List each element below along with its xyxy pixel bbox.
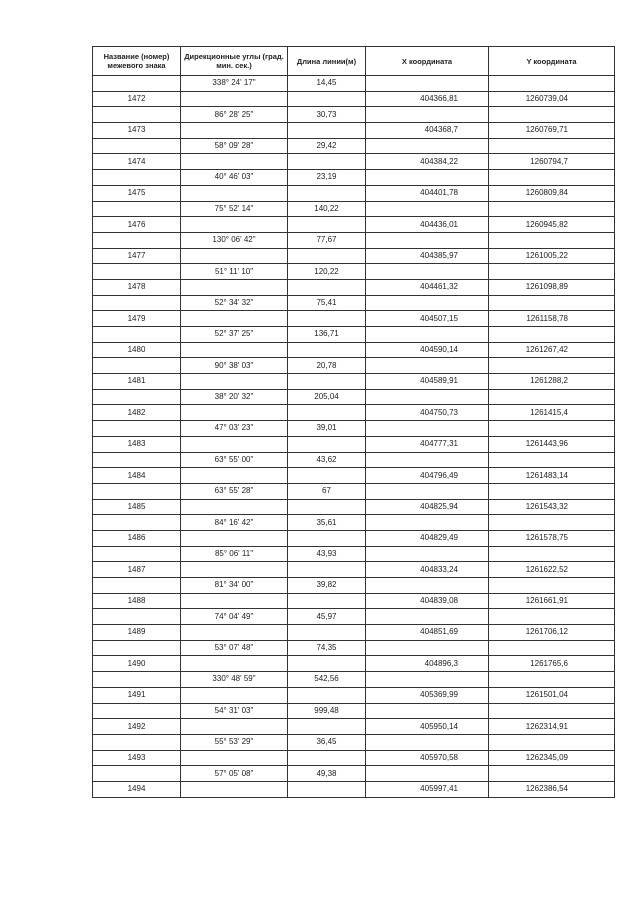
empty-cell bbox=[288, 625, 366, 641]
empty-cell bbox=[288, 311, 366, 327]
empty-cell bbox=[181, 436, 288, 452]
x-coordinate-cell: 404590,14 bbox=[366, 342, 489, 358]
empty-cell bbox=[489, 766, 615, 782]
segment-row bbox=[93, 452, 615, 468]
direction-angle-cell: 130° 06' 42" bbox=[181, 232, 288, 248]
direction-angle-cell: 52° 37' 25" bbox=[181, 327, 288, 343]
point-row bbox=[93, 499, 615, 515]
x-coordinate-cell: 404589,91 bbox=[366, 374, 489, 390]
empty-cell bbox=[489, 515, 615, 531]
point-row bbox=[93, 562, 615, 578]
point-row bbox=[93, 687, 615, 703]
empty-cell bbox=[489, 452, 615, 468]
line-length-cell: 67 bbox=[288, 483, 366, 499]
line-length-cell: 43,93 bbox=[288, 546, 366, 562]
empty-cell bbox=[181, 687, 288, 703]
empty-cell bbox=[181, 374, 288, 390]
direction-angle-cell: 86° 28' 25" bbox=[181, 107, 288, 123]
point-name-cell: 1475 bbox=[93, 185, 181, 201]
segment-row bbox=[93, 76, 615, 92]
empty-cell bbox=[366, 703, 489, 719]
segment-row bbox=[93, 389, 615, 405]
empty-cell bbox=[181, 217, 288, 233]
y-coordinate-cell: 1261267,42 bbox=[489, 342, 615, 358]
empty-cell bbox=[181, 468, 288, 484]
empty-cell bbox=[366, 672, 489, 688]
table-body bbox=[93, 76, 615, 798]
segment-row bbox=[93, 672, 615, 688]
x-coordinate-cell: 404833,24 bbox=[366, 562, 489, 578]
empty-cell bbox=[366, 578, 489, 594]
point-name-cell: 1481 bbox=[93, 374, 181, 390]
empty-cell bbox=[489, 389, 615, 405]
line-length-cell: 23,19 bbox=[288, 170, 366, 186]
empty-cell bbox=[288, 279, 366, 295]
line-length-cell: 140,22 bbox=[288, 201, 366, 217]
header-direction-angle: Дирекционные углы (град. мин. сек.) bbox=[181, 47, 288, 76]
point-name-cell: 1493 bbox=[93, 750, 181, 766]
direction-angle-cell: 90° 38' 03" bbox=[181, 358, 288, 374]
line-length-cell: 20,78 bbox=[288, 358, 366, 374]
empty-cell bbox=[181, 499, 288, 515]
point-name-cell: 1476 bbox=[93, 217, 181, 233]
x-coordinate-cell: 404796,49 bbox=[366, 468, 489, 484]
empty-cell bbox=[366, 107, 489, 123]
direction-angle-cell: 85° 06' 11" bbox=[181, 546, 288, 562]
point-name-cell: 1477 bbox=[93, 248, 181, 264]
x-coordinate-cell: 405369,99 bbox=[366, 687, 489, 703]
x-coordinate-cell: 404366,81 bbox=[366, 91, 489, 107]
segment-row bbox=[93, 264, 615, 280]
empty-cell bbox=[93, 672, 181, 688]
point-row bbox=[93, 719, 615, 735]
direction-angle-cell: 53° 07' 48" bbox=[181, 640, 288, 656]
y-coordinate-cell: 1261288,2 bbox=[489, 374, 615, 390]
empty-cell bbox=[93, 640, 181, 656]
empty-cell bbox=[366, 170, 489, 186]
segment-row bbox=[93, 766, 615, 782]
point-row bbox=[93, 781, 615, 797]
y-coordinate-cell: 1261765,6 bbox=[489, 656, 615, 672]
line-length-cell: 77,67 bbox=[288, 232, 366, 248]
point-name-cell: 1491 bbox=[93, 687, 181, 703]
segment-row bbox=[93, 327, 615, 343]
empty-cell bbox=[93, 389, 181, 405]
empty-cell bbox=[181, 123, 288, 139]
empty-cell bbox=[489, 703, 615, 719]
empty-cell bbox=[489, 578, 615, 594]
x-coordinate-cell: 404368,7 bbox=[366, 123, 489, 139]
empty-cell bbox=[181, 562, 288, 578]
x-coordinate-cell: 405997,41 bbox=[366, 781, 489, 797]
direction-angle-cell: 47° 03' 23" bbox=[181, 421, 288, 437]
empty-cell bbox=[93, 327, 181, 343]
empty-cell bbox=[489, 672, 615, 688]
y-coordinate-cell: 1262314,91 bbox=[489, 719, 615, 735]
y-coordinate-cell: 1262386,54 bbox=[489, 781, 615, 797]
point-name-cell: 1488 bbox=[93, 593, 181, 609]
direction-angle-cell: 57° 05' 08" bbox=[181, 766, 288, 782]
line-length-cell: 45,97 bbox=[288, 609, 366, 625]
empty-cell bbox=[366, 327, 489, 343]
line-length-cell: 75,41 bbox=[288, 295, 366, 311]
x-coordinate-cell: 404825,94 bbox=[366, 499, 489, 515]
point-name-cell: 1492 bbox=[93, 719, 181, 735]
line-length-cell: 30,73 bbox=[288, 107, 366, 123]
y-coordinate-cell: 1261622,52 bbox=[489, 562, 615, 578]
empty-cell bbox=[288, 781, 366, 797]
point-row bbox=[93, 123, 615, 139]
empty-cell bbox=[366, 766, 489, 782]
y-coordinate-cell: 1260945,82 bbox=[489, 217, 615, 233]
empty-cell bbox=[288, 185, 366, 201]
direction-angle-cell: 51° 11' 10" bbox=[181, 264, 288, 280]
empty-cell bbox=[366, 640, 489, 656]
empty-cell bbox=[93, 201, 181, 217]
segment-row bbox=[93, 483, 615, 499]
point-row bbox=[93, 154, 615, 170]
segment-row bbox=[93, 703, 615, 719]
empty-cell bbox=[366, 546, 489, 562]
direction-angle-cell: 38° 20' 32" bbox=[181, 389, 288, 405]
x-coordinate-cell: 404401,78 bbox=[366, 185, 489, 201]
empty-cell bbox=[93, 76, 181, 92]
line-length-cell: 36,45 bbox=[288, 734, 366, 750]
x-coordinate-cell: 404829,49 bbox=[366, 530, 489, 546]
y-coordinate-cell: 1261098,89 bbox=[489, 279, 615, 295]
x-coordinate-cell: 404384,22 bbox=[366, 154, 489, 170]
point-name-cell: 1479 bbox=[93, 311, 181, 327]
x-coordinate-cell: 404436,01 bbox=[366, 217, 489, 233]
point-row bbox=[93, 248, 615, 264]
direction-angle-cell: 63° 55' 00" bbox=[181, 452, 288, 468]
line-length-cell: 49,38 bbox=[288, 766, 366, 782]
empty-cell bbox=[489, 170, 615, 186]
point-row bbox=[93, 656, 615, 672]
line-length-cell: 999,48 bbox=[288, 703, 366, 719]
direction-angle-cell: 338° 24' 17" bbox=[181, 76, 288, 92]
empty-cell bbox=[288, 656, 366, 672]
point-name-cell: 1487 bbox=[93, 562, 181, 578]
segment-row bbox=[93, 107, 615, 123]
line-length-cell: 39,82 bbox=[288, 578, 366, 594]
empty-cell bbox=[288, 530, 366, 546]
empty-cell bbox=[93, 452, 181, 468]
empty-cell bbox=[366, 609, 489, 625]
empty-cell bbox=[93, 734, 181, 750]
y-coordinate-cell: 1260769,71 bbox=[489, 123, 615, 139]
x-coordinate-cell: 405970,58 bbox=[366, 750, 489, 766]
empty-cell bbox=[181, 719, 288, 735]
point-row bbox=[93, 342, 615, 358]
empty-cell bbox=[181, 342, 288, 358]
empty-cell bbox=[181, 248, 288, 264]
empty-cell bbox=[489, 264, 615, 280]
empty-cell bbox=[288, 499, 366, 515]
point-name-cell: 1480 bbox=[93, 342, 181, 358]
empty-cell bbox=[93, 609, 181, 625]
empty-cell bbox=[93, 264, 181, 280]
point-row bbox=[93, 468, 615, 484]
empty-cell bbox=[366, 295, 489, 311]
x-coordinate-cell: 404839,08 bbox=[366, 593, 489, 609]
direction-angle-cell: 75° 52' 14" bbox=[181, 201, 288, 217]
segment-row bbox=[93, 578, 615, 594]
empty-cell bbox=[489, 483, 615, 499]
point-name-cell: 1489 bbox=[93, 625, 181, 641]
empty-cell bbox=[366, 358, 489, 374]
point-row bbox=[93, 750, 615, 766]
direction-angle-cell: 330° 48' 59" bbox=[181, 672, 288, 688]
x-coordinate-cell: 404461,32 bbox=[366, 279, 489, 295]
boundary-coordinates-table bbox=[92, 46, 615, 798]
empty-cell bbox=[93, 483, 181, 499]
line-length-cell: 120,22 bbox=[288, 264, 366, 280]
empty-cell bbox=[93, 358, 181, 374]
point-name-cell: 1472 bbox=[93, 91, 181, 107]
x-coordinate-cell: 404896,3 bbox=[366, 656, 489, 672]
empty-cell bbox=[489, 138, 615, 154]
point-name-cell: 1484 bbox=[93, 468, 181, 484]
y-coordinate-cell: 1261415,4 bbox=[489, 405, 615, 421]
line-length-cell: 136,71 bbox=[288, 327, 366, 343]
point-row bbox=[93, 436, 615, 452]
point-name-cell: 1474 bbox=[93, 154, 181, 170]
empty-cell bbox=[93, 170, 181, 186]
empty-cell bbox=[181, 91, 288, 107]
line-length-cell: 542,56 bbox=[288, 672, 366, 688]
line-length-cell: 29,42 bbox=[288, 138, 366, 154]
empty-cell bbox=[366, 452, 489, 468]
empty-cell bbox=[489, 201, 615, 217]
empty-cell bbox=[93, 232, 181, 248]
y-coordinate-cell: 1261706,12 bbox=[489, 625, 615, 641]
y-coordinate-cell: 1261578,75 bbox=[489, 530, 615, 546]
empty-cell bbox=[93, 421, 181, 437]
empty-cell bbox=[489, 232, 615, 248]
line-length-cell: 39,01 bbox=[288, 421, 366, 437]
y-coordinate-cell: 1261661,91 bbox=[489, 593, 615, 609]
empty-cell bbox=[366, 232, 489, 248]
table-header-row bbox=[93, 47, 615, 76]
direction-angle-cell: 84° 16' 42" bbox=[181, 515, 288, 531]
direction-angle-cell: 55° 53' 29" bbox=[181, 734, 288, 750]
empty-cell bbox=[288, 468, 366, 484]
segment-row bbox=[93, 546, 615, 562]
direction-angle-cell: 81° 34' 00" bbox=[181, 578, 288, 594]
empty-cell bbox=[366, 76, 489, 92]
point-row bbox=[93, 625, 615, 641]
empty-cell bbox=[93, 107, 181, 123]
segment-row bbox=[93, 421, 615, 437]
empty-cell bbox=[288, 687, 366, 703]
point-row bbox=[93, 311, 615, 327]
segment-row bbox=[93, 232, 615, 248]
empty-cell bbox=[288, 342, 366, 358]
point-row bbox=[93, 91, 615, 107]
y-coordinate-cell: 1261443,96 bbox=[489, 436, 615, 452]
header-x-coordinate: X координата bbox=[366, 47, 489, 76]
y-coordinate-cell: 1261483,14 bbox=[489, 468, 615, 484]
point-row bbox=[93, 530, 615, 546]
empty-cell bbox=[489, 295, 615, 311]
empty-cell bbox=[366, 389, 489, 405]
y-coordinate-cell: 1261005,22 bbox=[489, 248, 615, 264]
point-name-cell: 1485 bbox=[93, 499, 181, 515]
x-coordinate-cell: 404750,73 bbox=[366, 405, 489, 421]
empty-cell bbox=[366, 734, 489, 750]
point-name-cell: 1494 bbox=[93, 781, 181, 797]
segment-row bbox=[93, 640, 615, 656]
empty-cell bbox=[93, 138, 181, 154]
direction-angle-cell: 40° 46' 03" bbox=[181, 170, 288, 186]
empty-cell bbox=[288, 719, 366, 735]
line-length-cell: 35,61 bbox=[288, 515, 366, 531]
direction-angle-cell: 58° 09' 28" bbox=[181, 138, 288, 154]
point-row bbox=[93, 217, 615, 233]
empty-cell bbox=[288, 593, 366, 609]
header-y-coordinate: Y координата bbox=[489, 47, 615, 76]
empty-cell bbox=[181, 625, 288, 641]
segment-row bbox=[93, 734, 615, 750]
empty-cell bbox=[489, 421, 615, 437]
empty-cell bbox=[489, 640, 615, 656]
point-name-cell: 1473 bbox=[93, 123, 181, 139]
empty-cell bbox=[366, 483, 489, 499]
line-length-cell: 14,45 bbox=[288, 76, 366, 92]
empty-cell bbox=[489, 107, 615, 123]
empty-cell bbox=[181, 530, 288, 546]
empty-cell bbox=[93, 546, 181, 562]
empty-cell bbox=[366, 201, 489, 217]
header-line-length: Длина линии(м) bbox=[288, 47, 366, 76]
point-row bbox=[93, 279, 615, 295]
segment-row bbox=[93, 201, 615, 217]
empty-cell bbox=[93, 295, 181, 311]
x-coordinate-cell: 404851,69 bbox=[366, 625, 489, 641]
empty-cell bbox=[93, 515, 181, 531]
x-coordinate-cell: 404507,15 bbox=[366, 311, 489, 327]
empty-cell bbox=[489, 76, 615, 92]
empty-cell bbox=[288, 123, 366, 139]
point-row bbox=[93, 405, 615, 421]
empty-cell bbox=[181, 405, 288, 421]
empty-cell bbox=[181, 656, 288, 672]
x-coordinate-cell: 404385,97 bbox=[366, 248, 489, 264]
y-coordinate-cell: 1261158,78 bbox=[489, 311, 615, 327]
line-length-cell: 74,35 bbox=[288, 640, 366, 656]
empty-cell bbox=[489, 358, 615, 374]
empty-cell bbox=[288, 405, 366, 421]
y-coordinate-cell: 1260739,04 bbox=[489, 91, 615, 107]
empty-cell bbox=[288, 217, 366, 233]
empty-cell bbox=[366, 515, 489, 531]
point-row bbox=[93, 374, 615, 390]
empty-cell bbox=[288, 436, 366, 452]
empty-cell bbox=[366, 421, 489, 437]
point-row bbox=[93, 185, 615, 201]
segment-row bbox=[93, 609, 615, 625]
direction-angle-cell: 74° 04' 49" bbox=[181, 609, 288, 625]
empty-cell bbox=[93, 703, 181, 719]
empty-cell bbox=[288, 91, 366, 107]
segment-row bbox=[93, 358, 615, 374]
x-coordinate-cell: 404777,31 bbox=[366, 436, 489, 452]
y-coordinate-cell: 1262345,09 bbox=[489, 750, 615, 766]
x-coordinate-cell: 405950,14 bbox=[366, 719, 489, 735]
empty-cell bbox=[288, 248, 366, 264]
empty-cell bbox=[181, 279, 288, 295]
line-length-cell: 205,04 bbox=[288, 389, 366, 405]
empty-cell bbox=[93, 578, 181, 594]
y-coordinate-cell: 1260794,7 bbox=[489, 154, 615, 170]
empty-cell bbox=[181, 781, 288, 797]
segment-row bbox=[93, 295, 615, 311]
empty-cell bbox=[288, 374, 366, 390]
direction-angle-cell: 54° 31' 03" bbox=[181, 703, 288, 719]
segment-row bbox=[93, 138, 615, 154]
empty-cell bbox=[181, 750, 288, 766]
header-point-name: Название (номер) межевого знака bbox=[93, 47, 181, 76]
empty-cell bbox=[489, 327, 615, 343]
line-length-cell: 43,62 bbox=[288, 452, 366, 468]
point-name-cell: 1482 bbox=[93, 405, 181, 421]
empty-cell bbox=[181, 593, 288, 609]
empty-cell bbox=[181, 185, 288, 201]
point-name-cell: 1486 bbox=[93, 530, 181, 546]
empty-cell bbox=[489, 546, 615, 562]
direction-angle-cell: 52° 34' 32" bbox=[181, 295, 288, 311]
y-coordinate-cell: 1261501,04 bbox=[489, 687, 615, 703]
empty-cell bbox=[181, 154, 288, 170]
y-coordinate-cell: 1260809,84 bbox=[489, 185, 615, 201]
empty-cell bbox=[489, 734, 615, 750]
empty-cell bbox=[288, 154, 366, 170]
empty-cell bbox=[288, 562, 366, 578]
point-name-cell: 1490 bbox=[93, 656, 181, 672]
y-coordinate-cell: 1261543,32 bbox=[489, 499, 615, 515]
empty-cell bbox=[489, 609, 615, 625]
point-name-cell: 1483 bbox=[93, 436, 181, 452]
point-row bbox=[93, 593, 615, 609]
empty-cell bbox=[288, 750, 366, 766]
empty-cell bbox=[181, 311, 288, 327]
point-name-cell: 1478 bbox=[93, 279, 181, 295]
direction-angle-cell: 63° 55' 28" bbox=[181, 483, 288, 499]
empty-cell bbox=[366, 264, 489, 280]
segment-row bbox=[93, 170, 615, 186]
empty-cell bbox=[366, 138, 489, 154]
segment-row bbox=[93, 515, 615, 531]
empty-cell bbox=[93, 766, 181, 782]
